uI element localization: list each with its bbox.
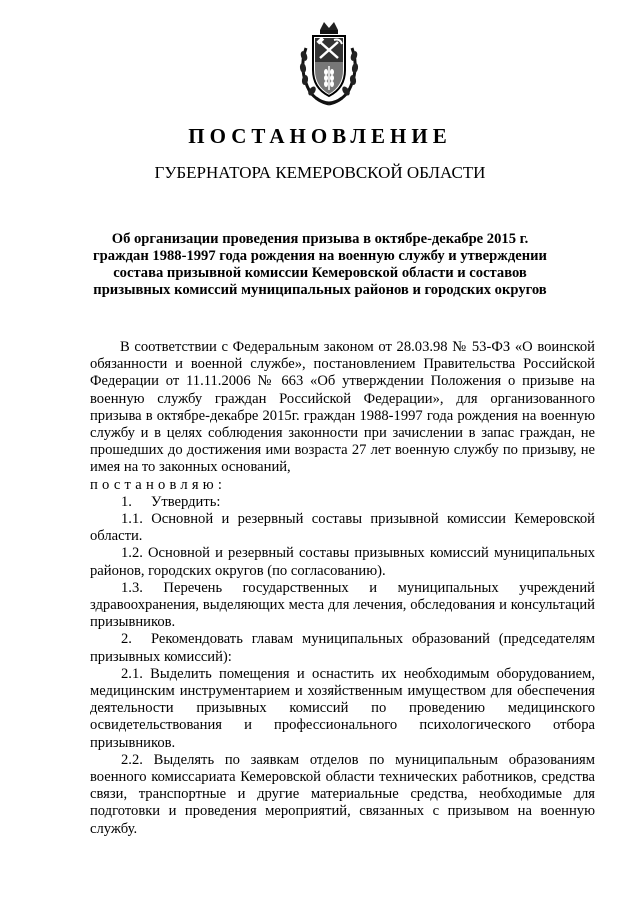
heading-line: граждан 1988-1997 года рождения на военную службу и утверждении <box>93 248 547 264</box>
item-2-number: 2. <box>121 631 132 648</box>
document-title: ПОСТАНОВЛЕНИЕ <box>188 124 452 148</box>
item-2 <box>90 631 595 665</box>
decree-heading <box>60 231 580 299</box>
decree-body <box>90 339 595 838</box>
item-1-1: 1.1. Основной и резервный составы призывной комиссии Кемеровской области. <box>90 511 595 545</box>
heading-line: состава призывной комиссии Кемеровской области и составов <box>113 265 527 281</box>
preamble-paragraph: В соответствии с Федеральным законом от 28.03.98 № 53-ФЗ «О воинской обязанности и военной службе», постановлением Правительства Российской Федерации от 11.11.2006 № 663 «Об утверждении Положения о призыве на военную службу граждан Российской Федерации», для организованного призыва в октябре-декабре 2015г. граждан 1988-1997 года рождения на военную службу и в целях соблюдения законности при зачислении в запас граждан, не прошедших до достижения ими возраста 27 лет военную службу по призыву, не имея на то законных оснований, <box>90 339 595 476</box>
heading-line: Об организации проведения призыва в октябре-декабре 2015 г. <box>111 231 529 247</box>
heading-line: призывных комиссий муниципальных районов и городских округов <box>93 282 547 298</box>
item-2-text: Рекомендовать главам муниципальных образований (председателям призывных комиссий): <box>90 631 595 665</box>
item-1-2: 1.2. Основной и резервный составы призывных комиссий муниципальных районов, городских округов (по согласованию). <box>90 545 595 579</box>
coat-of-arms-icon <box>296 18 362 108</box>
item-1-number: 1. <box>121 493 132 510</box>
item-1-text: Утвердить: <box>151 493 221 510</box>
decree-word: постановляю: <box>90 476 227 493</box>
item-2-2: 2.2. Выделять по заявкам отделов по муниципальным образованиям военного комиссариата Кемеровской области технических работников, средства связи, транспортные и другие материальные средства, необходимые для подготовки и проведения мероприятий, связанных с призывом на военную службу. <box>90 751 595 837</box>
item-2-1: 2.1. Выделить помещения и оснастить их необходимым оборудованием, медицинским инструментарием и хозяйственным имуществом для обеспечения деятельности призывных комиссий по проведению медицинского освидетельствования и профессионального психологического отбора призывников. <box>90 665 595 751</box>
issuer-subtitle: ГУБЕРНАТОРА КЕМЕРОВСКОЙ ОБЛАСТИ <box>154 163 486 182</box>
item-1 <box>90 494 595 511</box>
item-1-3: 1.3. Перечень государственных и муниципальных учреждений здравоохранения, выделяющих места для лечения, обследования и консультаций призывников. <box>90 579 595 631</box>
